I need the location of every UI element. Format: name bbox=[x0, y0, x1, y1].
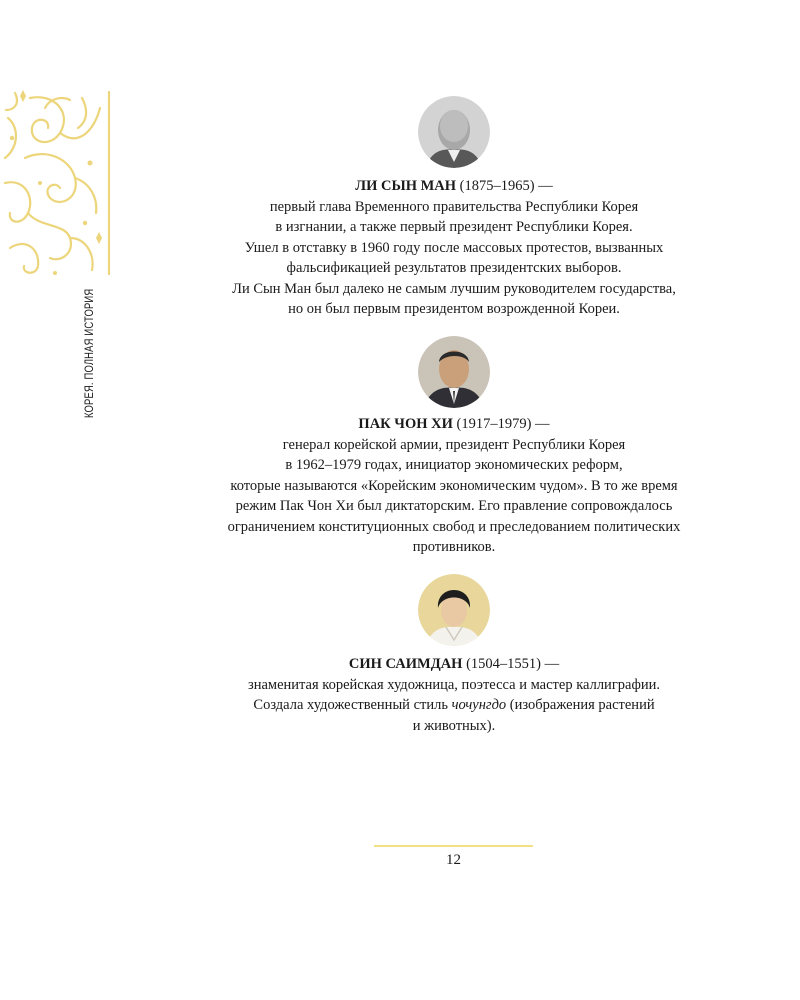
life-years: (1875–1965) — bbox=[456, 178, 553, 194]
description-line bbox=[160, 695, 748, 716]
description-text: (изображения растений bbox=[506, 697, 655, 713]
page-number: 12 bbox=[446, 852, 461, 868]
book-title-spine: КОРЕЯ. ПОЛНАЯ ИСТОРИЯ bbox=[84, 288, 96, 418]
description-line: первый глава Временного правительства Республики Корея bbox=[269, 198, 639, 215]
person-name: СИН САИМДАН bbox=[348, 656, 463, 672]
description-line: знаменитая корейская художница, поэтесса и мастер каллиграфии. bbox=[247, 676, 660, 693]
description-line: но он был первым президентом возрожденной Кореи. bbox=[288, 301, 620, 317]
description-text: Создала художественный стиль bbox=[253, 697, 452, 713]
description-line: в 1962–1979 годах, инициатор экономических реформ, bbox=[285, 457, 623, 473]
description-line: Ушел в отставку в 1960 году после массовых протестов, вызванных bbox=[244, 239, 664, 256]
description-line: противников. bbox=[412, 539, 496, 555]
footer-rule bbox=[374, 845, 533, 847]
style-term: чочунгдо bbox=[451, 697, 507, 713]
description-line: Ли Сын Ман был далеко не самым лучшим руководителем государства, bbox=[232, 280, 676, 297]
description-line: ограничением конституционных свобод и преследованием политических bbox=[227, 518, 681, 535]
portrait-photo bbox=[418, 336, 490, 408]
biography-entry bbox=[160, 574, 748, 736]
description-line: режим Пак Чон Хи был диктаторским. Его правление сопровождалось bbox=[235, 498, 673, 514]
life-years: (1504–1551) — bbox=[462, 656, 560, 672]
description-line: в изгнании, а также первый президент Республики Корея. bbox=[275, 219, 633, 235]
portrait-painting bbox=[418, 574, 490, 646]
corner-ornament bbox=[0, 88, 112, 278]
portrait-photo bbox=[418, 96, 490, 168]
description-line: генерал корейской армии, президент Республики Корея bbox=[282, 436, 626, 453]
biography-entry bbox=[160, 336, 748, 558]
description-line: и животных). bbox=[412, 717, 496, 734]
biography-entry bbox=[160, 96, 748, 320]
description-line: фальсификацией результатов президентских выборов. bbox=[286, 260, 622, 276]
person-name: ПАК ЧОН ХИ bbox=[358, 416, 453, 432]
description-line: которые называются «Корейским экономическим чудом». В то же время bbox=[230, 477, 678, 494]
person-name: ЛИ СЫН МАН bbox=[355, 178, 457, 194]
life-years: (1917–1979) — bbox=[452, 416, 550, 432]
